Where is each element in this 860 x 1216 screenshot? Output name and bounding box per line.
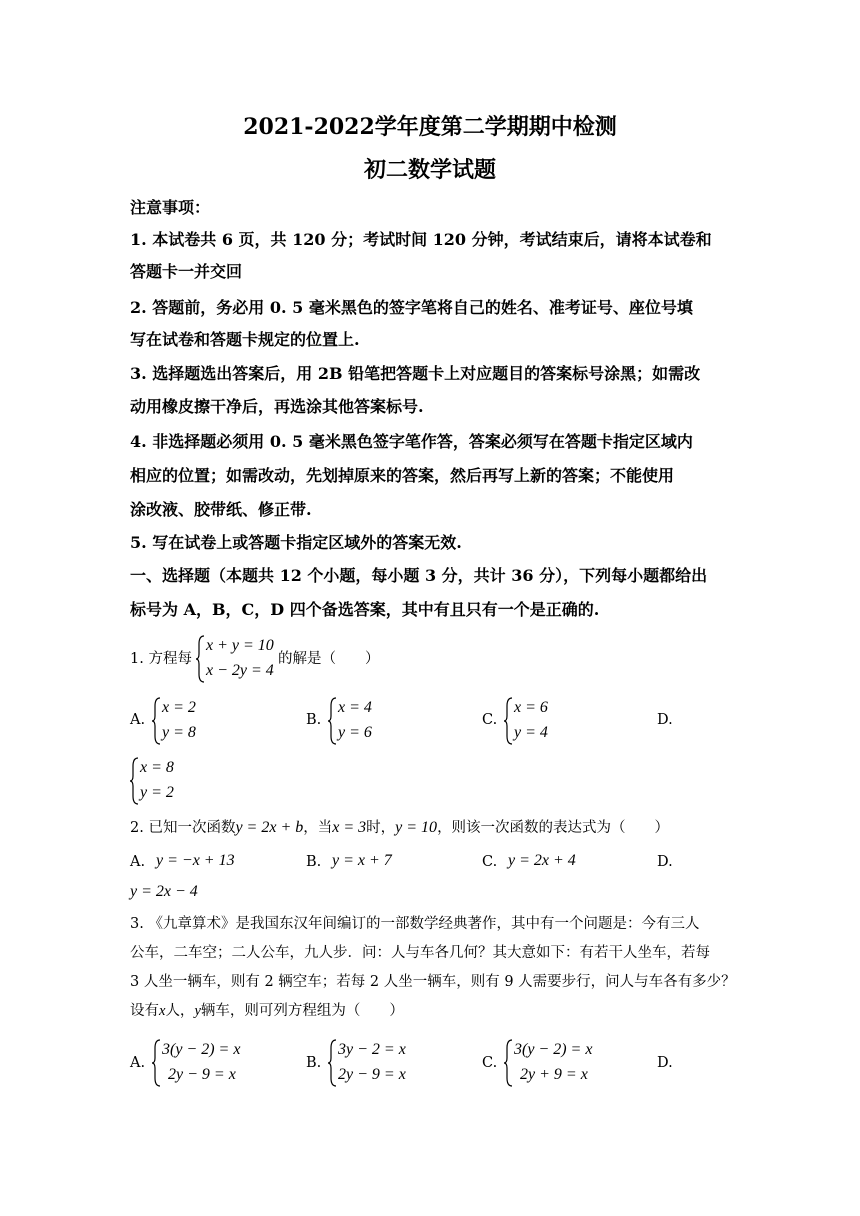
q2-option-b: y = x + 7 [332,852,392,869]
q3-var-x: x [159,1003,166,1019]
brace-icon [152,696,162,746]
section-1-line-1: 一、选择题（本题共 12 个小题，每小题 3 分，共计 36 分），下列每小题都给出 [130,566,708,585]
notes-heading: 注意事项： [130,198,211,217]
q3-option-a [152,1038,262,1088]
q1-option-c-label: C. [482,712,498,728]
note-3-line-1: 3. 选择题选出答案后，用 2B 铅笔把答题卡上对应题目的答案标号涂黑；如需改 [130,364,701,383]
q1-b-eq-2: y = 6 [338,724,372,741]
q3-line-3: 3 人坐一辆车，则有 2 辆空车；若每 2 人坐一辆车，则有 9 人需要步行，问人与车各有多少？ [130,974,736,990]
q2-math-2: x = 3 [332,819,367,836]
q3-option-a-label: A. [130,1055,146,1071]
q3-text-b: 人， [165,1003,195,1019]
note-4-line-2: 相应的位置；如需改动，先划掉原来的答案，然后再写上新的答案；不能使用 [130,466,675,485]
q3-text-c: 辆车，则可列方程组为（ ） [200,1003,404,1019]
q2-option-a-label: A. [130,854,146,870]
q2-option-d: y = 2x − 4 [130,883,198,900]
q1-option-d [130,756,200,806]
q3-option-b [328,1038,438,1088]
q1-a-eq-1: x = 2 [162,699,196,716]
q1-equation-1: x + y = 10 [206,637,274,654]
note-1-line-1: 1. 本试卷共 6 页，共 120 分；考试时间 120 分钟，考试结束后，请将本试卷和 [130,230,712,249]
note-1-line-2: 答题卡一并交回 [130,262,243,281]
q3-line-2: 公车，二车空；二人公车，九人步．问：人与车各几何？其大意如下：有若干人坐车，若每 [130,945,710,961]
note-2-line-1: 2. 答题前，务必用 0. 5 毫米黑色的签字笔将自己的姓名、准考证号、座位号填 [130,298,693,317]
q1-option-d-label: D. [657,712,673,728]
note-4-line-3: 涂改液、胶带纸、修正带. [130,500,312,519]
q1-equation-2: x − 2y = 4 [206,662,274,679]
q3-a-eq-2: 2y − 9 = x [168,1066,236,1083]
q1-option-a-label: A. [130,712,146,728]
q3-c-eq-1: 3(y − 2) = x [514,1041,593,1058]
q1-suffix: 的解是（ ） [278,651,380,667]
q3-b-eq-2: 2y − 9 = x [338,1066,406,1083]
q3-a-eq-1: 3(y − 2) = x [162,1041,241,1058]
q2-math-3: y = 10 [395,819,438,836]
q2-option-a: y = −x + 13 [156,852,235,869]
q1-b-eq-1: x = 4 [338,699,372,716]
q1-option-a [152,696,222,746]
q2-text-4: ，则该一次函数的表达式为（ ） [437,820,670,836]
section-1-line-2: 标号为 A，B，C，D 四个备选答案，其中有且只有一个是正确的. [130,600,600,619]
q1-a-eq-2: y = 8 [162,724,196,741]
brace-icon [130,756,140,806]
brace-icon [328,696,338,746]
q2-option-c-label: C. [482,854,498,870]
q1-d-eq-2: y = 2 [140,784,174,801]
note-5: 5. 写在试卷上或答题卡指定区域外的答案无效. [130,533,462,552]
q3-text-a: 设有 [130,1003,159,1019]
q1-option-c [504,696,574,746]
q2-math-1: y = 2x + b [235,819,304,836]
q3-b-eq-1: 3y − 2 = x [338,1041,406,1058]
q2-text-2: ，当 [303,820,333,836]
q3-line-4 [130,1001,404,1021]
q3-option-b-label: B. [306,1055,322,1071]
note-2-line-2: 写在试卷和答题卡规定的位置上. [130,330,360,349]
q1-prefix: 1. 方程每 [130,651,192,667]
brace-icon [328,1038,338,1088]
q3-option-d-label: D. [657,1055,673,1071]
q3-option-c-label: C. [482,1055,498,1071]
note-4-line-1: 4. 非选择题必须用 0. 5 毫米黑色签字笔作答，答案必须写在答题卡指定区域内 [130,432,693,451]
brace-icon [152,1038,162,1088]
brace-icon [504,696,514,746]
q2-text-1: 2. 已知一次函数 [130,820,236,836]
q1-c-eq-2: y = 4 [514,724,548,741]
q3-var-y: y [194,1003,201,1019]
q2-option-d-label: D. [657,854,673,870]
q1-option-b-label: B. [306,712,322,728]
brace-icon [504,1038,514,1088]
q2-option-b-label: B. [306,854,322,870]
q2-option-c: y = 2x + 4 [508,852,576,869]
q1-system [196,634,286,684]
q3-line-1: 3. 《九章算术》是我国东汉年间编订的一部数学经典著作，其中有一个问题是：今有三人 [130,916,700,932]
exam-title: 2021-2022学年度第二学期期中检测 [243,114,617,140]
brace-icon [196,634,206,684]
q1-d-eq-1: x = 8 [140,759,174,776]
q2-text-3: 时， [366,820,396,836]
note-3-line-2: 动用橡皮擦干净后，再选涂其他答案标号. [130,397,424,416]
q3-c-eq-2: 2y + 9 = x [520,1066,588,1083]
q2-stem [130,818,669,838]
q1-c-eq-1: x = 6 [514,699,548,716]
exam-subtitle: 初二数学试题 [363,157,496,183]
q1-option-b [328,696,398,746]
q3-option-c [504,1038,614,1088]
